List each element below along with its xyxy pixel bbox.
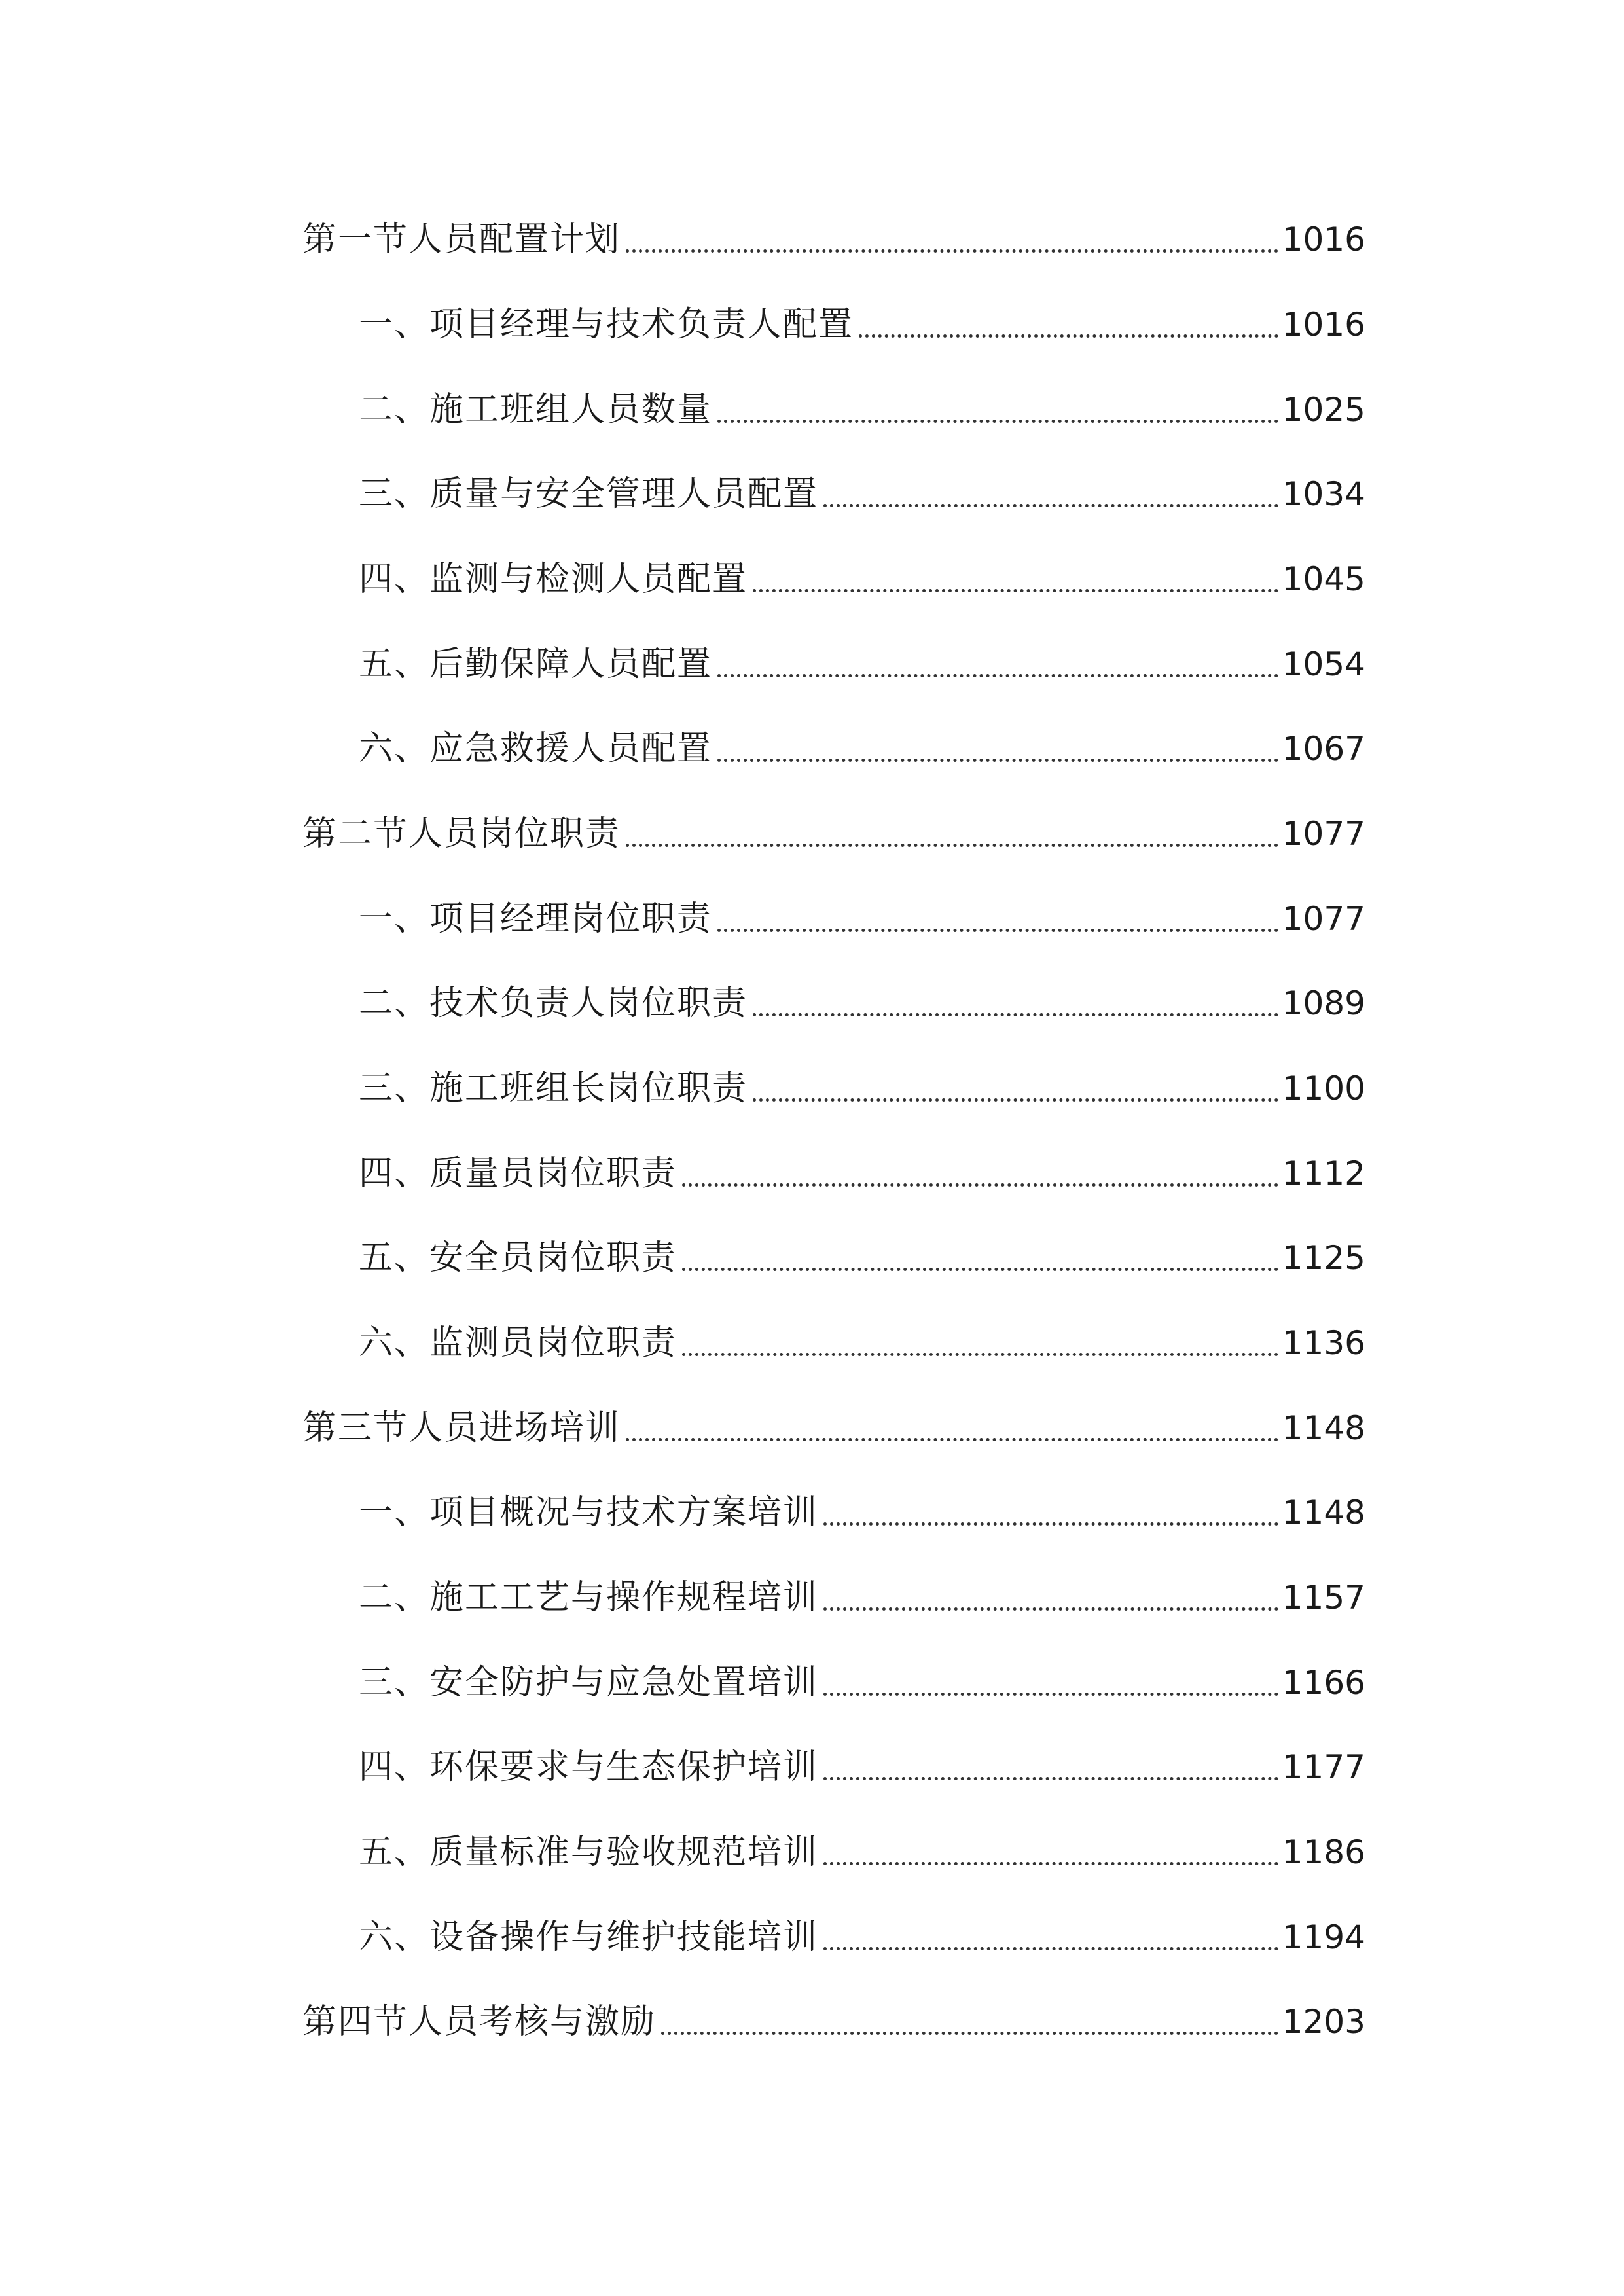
dot-leader — [626, 249, 1278, 253]
toc-entry-page: 1148 — [1282, 1494, 1365, 1532]
dot-leader — [717, 929, 1278, 932]
toc-entry-title: 五、安全员岗位职责 — [359, 1238, 677, 1278]
toc-entry-title: 一、项目经理与技术负责人配置 — [359, 305, 854, 344]
toc-entry-title: 四、环保要求与生态保护培训 — [359, 1748, 819, 1787]
toc-entry-page: 1112 — [1282, 1155, 1365, 1193]
toc-entry-page: 1136 — [1282, 1324, 1365, 1362]
toc-entry[interactable] — [359, 1905, 1365, 1957]
dot-leader — [626, 844, 1278, 847]
dot-leader — [717, 420, 1278, 423]
dot-leader — [682, 1353, 1278, 1356]
toc-entry[interactable] — [359, 971, 1365, 1023]
toc-entry-title: 第三节人员进场培训 — [302, 1408, 621, 1448]
toc-entry[interactable] — [359, 1734, 1365, 1787]
toc-entry[interactable] — [359, 1565, 1365, 1617]
toc-entry-page: 1203 — [1282, 2003, 1365, 2041]
toc-entry-title: 一、项目经理岗位职责 — [359, 899, 713, 939]
toc-entry-page: 1125 — [1282, 1239, 1365, 1277]
dot-leader — [626, 1438, 1278, 1441]
toc-entry-page: 1025 — [1282, 391, 1365, 429]
dot-leader — [717, 674, 1278, 677]
toc-entry-page: 1186 — [1282, 1833, 1365, 1871]
toc-entry-title: 第四节人员考核与激励 — [302, 2002, 657, 2041]
toc-entry[interactable] — [302, 1989, 1365, 2041]
toc-entry[interactable] — [359, 1650, 1365, 1702]
toc-entry[interactable] — [359, 377, 1365, 429]
toc-entry-page: 1077 — [1282, 815, 1365, 853]
toc-entry-title: 六、应急救援人员配置 — [359, 729, 713, 768]
dot-leader — [661, 2032, 1278, 2035]
toc-entry[interactable] — [359, 1056, 1365, 1108]
toc-entry-title: 第二节人员岗位职责 — [302, 814, 621, 853]
toc-entry-title: 五、质量标准与验收规范培训 — [359, 1833, 819, 1872]
dot-leader — [823, 1607, 1278, 1611]
toc-entry[interactable] — [302, 207, 1365, 259]
dot-leader — [823, 1862, 1278, 1865]
toc-entry[interactable] — [302, 801, 1365, 853]
dot-leader — [753, 1013, 1278, 1016]
toc-entry-title: 三、质量与安全管理人员配置 — [359, 475, 819, 514]
toc-entry-page: 1157 — [1282, 1579, 1365, 1617]
toc-entry-title: 六、设备操作与维护技能培训 — [359, 1918, 819, 1957]
dot-leader — [823, 504, 1278, 507]
dot-leader — [682, 1268, 1278, 1271]
toc-entry[interactable] — [359, 1141, 1365, 1193]
toc-entry-title: 二、施工工艺与操作规程培训 — [359, 1578, 819, 1617]
dot-leader — [682, 1183, 1278, 1187]
dot-leader — [753, 589, 1278, 592]
toc-entry-page: 1177 — [1282, 1748, 1365, 1786]
dot-leader — [859, 334, 1278, 338]
toc-entry-title: 二、施工班组人员数量 — [359, 390, 713, 429]
toc-entry-title: 一、项目概况与技术方案培训 — [359, 1493, 819, 1532]
toc-entry-title: 四、质量员岗位职责 — [359, 1154, 677, 1193]
toc-entry-page: 1034 — [1282, 475, 1365, 513]
toc-entry-page: 1194 — [1282, 1918, 1365, 1956]
toc-entry-page: 1077 — [1282, 900, 1365, 938]
toc-entry-title: 三、安全防护与应急处置培训 — [359, 1663, 819, 1702]
toc-entry[interactable] — [359, 1225, 1365, 1278]
toc-entry[interactable] — [359, 461, 1365, 514]
toc-entry-page: 1045 — [1282, 560, 1365, 598]
toc-entry-page: 1166 — [1282, 1664, 1365, 1702]
toc-entry-title: 五、后勤保障人员配置 — [359, 645, 713, 684]
toc-entry-page: 1054 — [1282, 645, 1365, 683]
dot-leader — [823, 1693, 1278, 1696]
toc-entry-title: 六、监测员岗位职责 — [359, 1323, 677, 1363]
toc-entry-page: 1016 — [1282, 221, 1365, 259]
toc-entry[interactable] — [359, 1310, 1365, 1363]
dot-leader — [823, 1947, 1278, 1950]
toc-entry-page: 1016 — [1282, 306, 1365, 344]
toc-entry[interactable] — [359, 547, 1365, 599]
toc-entry[interactable] — [302, 1395, 1365, 1448]
dot-leader — [717, 759, 1278, 762]
toc-entry[interactable] — [359, 1820, 1365, 1872]
toc-entry-title: 四、监测与检测人员配置 — [359, 560, 748, 599]
toc-entry-title: 三、施工班组长岗位职责 — [359, 1069, 748, 1108]
toc-entry-title: 二、技术负责人岗位职责 — [359, 984, 748, 1023]
dot-leader — [823, 1522, 1278, 1526]
toc-entry-page: 1067 — [1282, 730, 1365, 768]
toc-entry[interactable] — [359, 632, 1365, 684]
toc-entry[interactable] — [359, 292, 1365, 344]
dot-leader — [753, 1098, 1278, 1102]
toc-entry-page: 1100 — [1282, 1069, 1365, 1107]
toc-entry[interactable] — [359, 716, 1365, 768]
toc-entry-page: 1089 — [1282, 984, 1365, 1022]
toc-entry-page: 1148 — [1282, 1409, 1365, 1447]
dot-leader — [823, 1777, 1278, 1780]
toc-entry-title: 第一节人员配置计划 — [302, 220, 621, 259]
toc-entry[interactable] — [359, 886, 1365, 939]
toc-entry[interactable] — [359, 1480, 1365, 1532]
